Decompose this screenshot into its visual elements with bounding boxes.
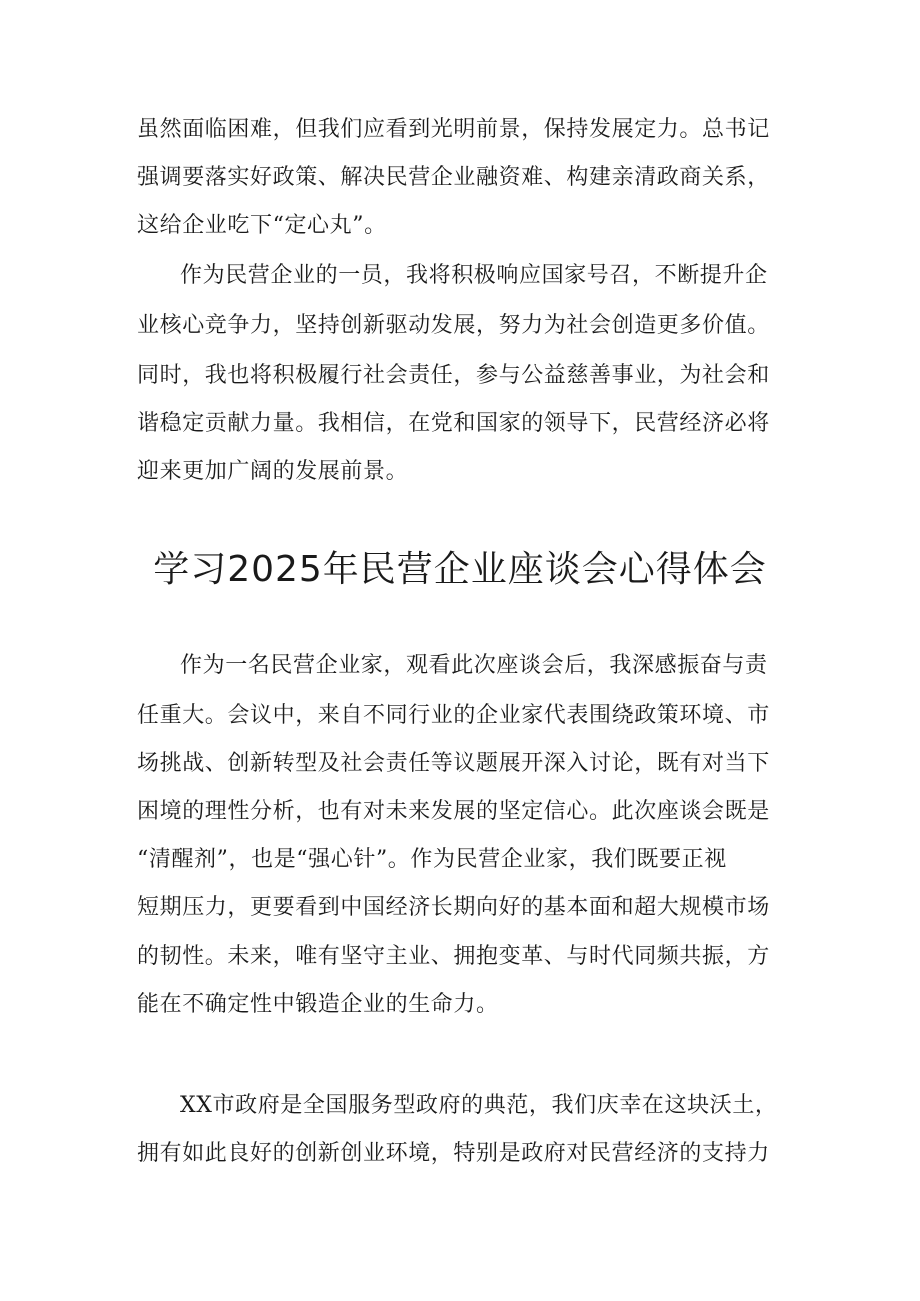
paragraph-line: 迎来更加广阔的发展前景。 bbox=[137, 459, 409, 484]
paragraph-line: “清醒剂”，也是“强心针”。作为民营企业家，我们既要正视 bbox=[137, 847, 727, 872]
paragraph-line: 任重大。会议中，来自不同行业的企业家代表围绕政策环境、市 bbox=[137, 703, 770, 728]
paragraph-line: 拥有如此良好的创新创业环境，特别是政府对民营经济的支持力 bbox=[137, 1141, 770, 1166]
paragraph-line: 强调要落实好政策、解决民营企业融资难、构建亲清政商关系， bbox=[137, 165, 770, 190]
paragraph-line: 能在不确定性中锻造企业的生命力。 bbox=[137, 992, 499, 1017]
paragraph-line: 的韧性。未来，唯有坚守主业、拥抱变革、与时代同频共振，方 bbox=[137, 944, 770, 969]
paragraph-line: 场挑战、创新转型及社会责任等议题展开深入讨论，既有对当下 bbox=[137, 751, 770, 776]
paragraph-line: 这给企业吃下“定心丸”。 bbox=[137, 213, 387, 238]
paragraph-line: 谐稳定贡献力量。我相信，在党和国家的领导下，民营经济必将 bbox=[137, 411, 770, 436]
paragraph-line: 短期压力，更要看到中国经济长期向好的基本面和超大规模市场 bbox=[137, 895, 770, 920]
paragraph-line: XX市政府是全国服务型政府的典范，我们庆幸在这块沃土， bbox=[180, 1093, 778, 1118]
paragraph-line: 作为民营企业的一员，我将积极响应国家号召，不断提升企 bbox=[180, 263, 768, 288]
paragraph-line: 同时，我也将积极履行社会责任，参与公益慈善事业，为社会和 bbox=[137, 363, 770, 388]
paragraph-line: 业核心竞争力，坚持创新驱动发展，努力为社会创造更多价值。 bbox=[137, 313, 770, 338]
section-title: 学习2025年民营企业座谈会心得体会 bbox=[153, 549, 767, 590]
paragraph-line: 困境的理性分析，也有对未来发展的坚定信心。此次座谈会既是 bbox=[137, 799, 770, 824]
paragraph-line: 作为一名民营企业家，观看此次座谈会后，我深感振奋与责 bbox=[180, 653, 768, 678]
paragraph-line: 虽然面临困难，但我们应看到光明前景，保持发展定力。总书记 bbox=[137, 117, 770, 142]
